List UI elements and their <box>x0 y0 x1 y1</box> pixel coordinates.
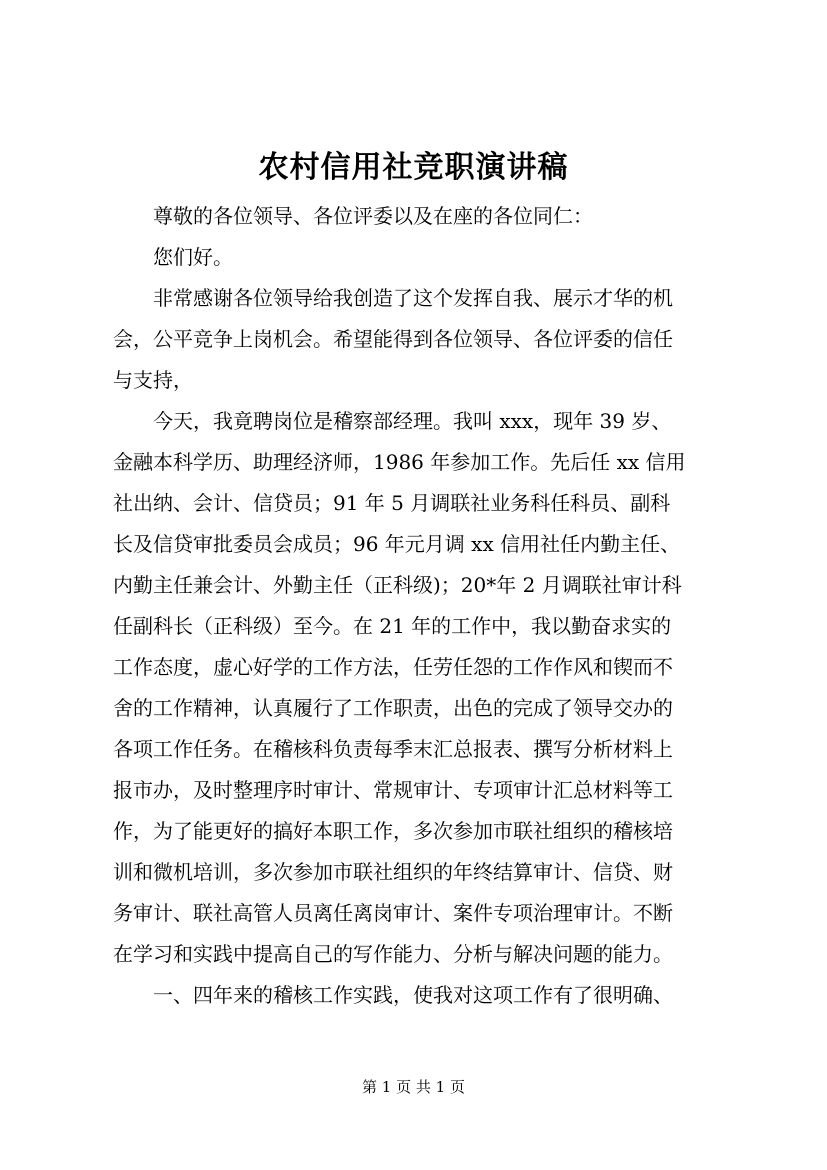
text-line <box>113 770 733 811</box>
text-line: 会，公平竞争上岗机会。希望能得到各位领导、各位评委的信任 <box>113 327 673 351</box>
text-line <box>113 811 733 852</box>
text-line <box>113 524 733 565</box>
text-line: 长及信贷审批委员会成员；96 年元月调 xx 信用社任内勤主任、 <box>113 532 681 556</box>
text-line <box>113 688 733 729</box>
text-line <box>113 729 733 770</box>
document-body <box>113 196 733 1016</box>
text-line: 任副科长（正科级）至今。在 21 年的工作中，我以勤奋求实的 <box>113 614 672 638</box>
text-line: 舍的工作精神，认真履行了工作职责，出色的完成了领导交办的 <box>113 696 673 720</box>
text-line: 社出纳、会计、信贷员；91 年 5 月调联社业务科任科员、副科 <box>113 491 671 515</box>
text-line <box>113 606 733 647</box>
page-footer: 第 1 页 共 1 页 <box>362 1078 465 1096</box>
text-line: 与支持， <box>113 368 193 392</box>
text-line: 尊敬的各位领导、各位评委以及在座的各位同仁： <box>153 204 593 228</box>
text-line: 训和微机培训，多次参加市联社组织的年终结算审计、信贷、财 <box>113 860 673 884</box>
text-line <box>113 647 733 688</box>
text-line <box>113 442 733 483</box>
text-line <box>113 975 733 1016</box>
text-line: 非常感谢各位领导给我创造了这个发挥自我、展示才华的机 <box>153 286 673 310</box>
text-line <box>113 852 733 893</box>
text-line: 作，为了能更好的搞好本职工作，多次参加市联社组织的稽核培 <box>113 819 673 843</box>
text-line: 工作态度，虚心好学的工作方法，任劳任怨的工作作风和锲而不 <box>113 655 673 679</box>
text-line <box>113 483 733 524</box>
text-line <box>113 278 733 319</box>
text-line <box>113 893 733 934</box>
text-line: 您们好。 <box>153 245 233 269</box>
text-line: 内勤主任兼会计、外勤主任（正科级)；20*年 2 月调联社审计科 <box>113 573 682 597</box>
text-line-salutation <box>113 196 733 237</box>
text-line: 今天，我竟聘岗位是稽察部经理。我叫 xxx，现年 39 岁、 <box>153 409 672 433</box>
text-line <box>113 565 733 606</box>
document-title: 农村信用社竞职演讲稿 <box>258 150 569 185</box>
text-line-greeting <box>113 237 733 278</box>
text-line: 金融本科学历、助理经济师，1986 年参加工作。先后任 xx 信用 <box>113 450 686 474</box>
text-line <box>113 934 733 975</box>
text-line: 各项工作任务。在稽核科负责每季末汇总报表、撰写分析材料上 <box>113 737 673 761</box>
text-line <box>113 319 733 360</box>
text-line: 务审计、联社高管人员离任离岗审计、案件专项治理审计。不断 <box>113 901 673 925</box>
text-line: 一、四年来的稽核工作实践，使我对这项工作有了很明确、 <box>153 983 673 1007</box>
text-line: 在学习和实践中提高自己的写作能力、分析与解决问题的能力。 <box>113 942 673 966</box>
text-line <box>113 401 733 442</box>
text-line <box>113 360 733 401</box>
text-line: 报市办，及时整理序时审计、常规审计、专项审计汇总材料等工 <box>113 778 673 802</box>
